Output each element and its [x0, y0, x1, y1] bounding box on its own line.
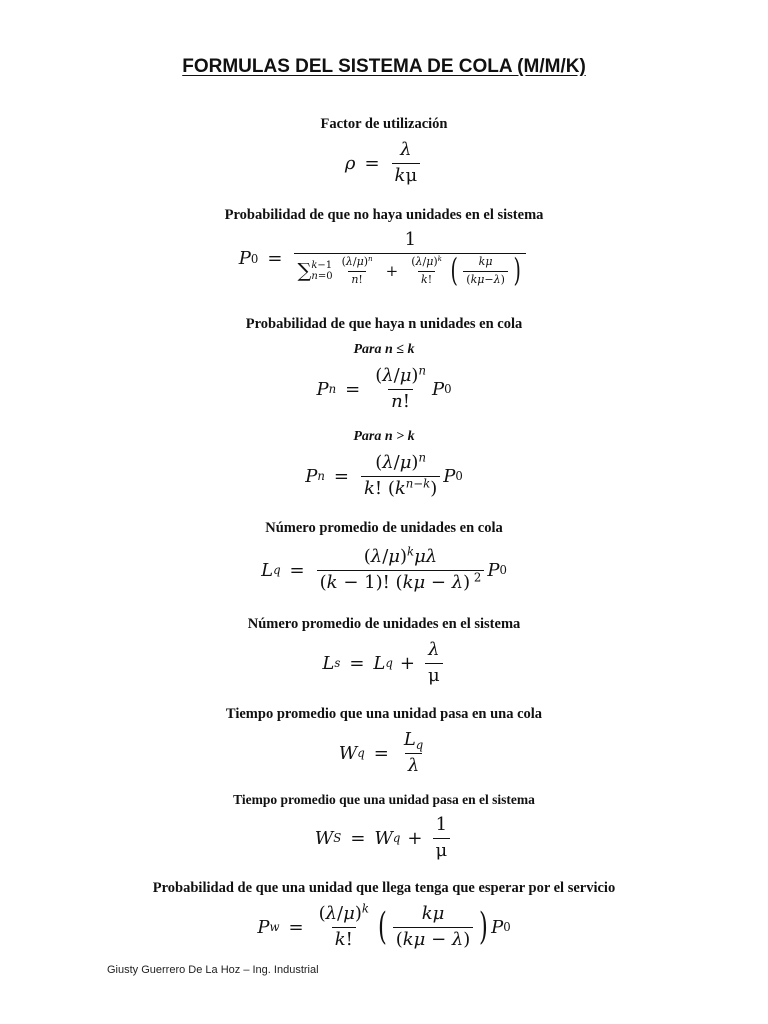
formula-wq: W q = $\frac{L_q}{\lambda}$	[338, 729, 424, 776]
formula-pn-1: P n = $\frac{(\lambda/\mu)^n}{n!}$ P 0	[316, 363, 452, 412]
label-pw: Probabilidad de que una unidad que llega tenga que esperar por el servicio	[152, 880, 616, 896]
formula-pn-2: P n = $\frac{(\lambda/\mu)^n}{k! (k^{n-k})}$ P 0	[305, 450, 463, 499]
label-pn: Probabilidad de que haya n unidades en cola	[245, 316, 523, 332]
label-wq: Tiempo promedio que una unidad pasa en una cola	[225, 706, 543, 722]
condition-n-le-k: Para n ≤ k	[353, 342, 415, 357]
label-ls: Número promedio de unidades en el sistema	[247, 616, 521, 632]
formula-lq: L q = $\frac{(\lambda/\mu)^k\mu\lambda}{(k - 1)! (k\mu - \lambda) ^2}$ P 0	[261, 544, 507, 593]
footer-author: Giusty Guerrero De La Hoz – Ing. Industrial	[107, 964, 319, 976]
formula-ws: W S = W q + $\frac{1}{\mu}$	[0, 815, 768, 861]
formula-pw: P w = $\frac{(\lambda/\mu)^k}{k!}$ ( $\frac{k\mu}{(k\mu - \lambda)}$ ) P 0	[257, 901, 511, 950]
formula-ls: L s = L q + $\frac{\lambda}{\mu}$	[0, 640, 768, 686]
label-p0: Probabilidad de que no haya unidades en el sistema	[224, 207, 544, 223]
page-title: FORMULAS DEL SISTEMA DE COLA (M/M/K)	[182, 56, 586, 77]
label-utilization: Factor de utilización	[320, 116, 448, 132]
condition-n-gt-k: Para n > k	[353, 429, 415, 444]
label-ws: Tiempo promedio que una unidad pasa en el sistema	[233, 792, 535, 807]
label-lq: Número promedio de unidades en cola	[265, 520, 503, 536]
formula-p0: P 0 = 1 ∑ k−1 n=0 $\frac{(\lambda/\mu)^n}{n!}$ + $\frac{(\lambda/\mu)^k}{k!}$ ( $\frac{k\mu}{(k\mu-\lambda)}$ )	[0, 230, 768, 287]
formula-rho: ρ = $\frac{\lambda}{k\mu}$	[0, 140, 768, 186]
